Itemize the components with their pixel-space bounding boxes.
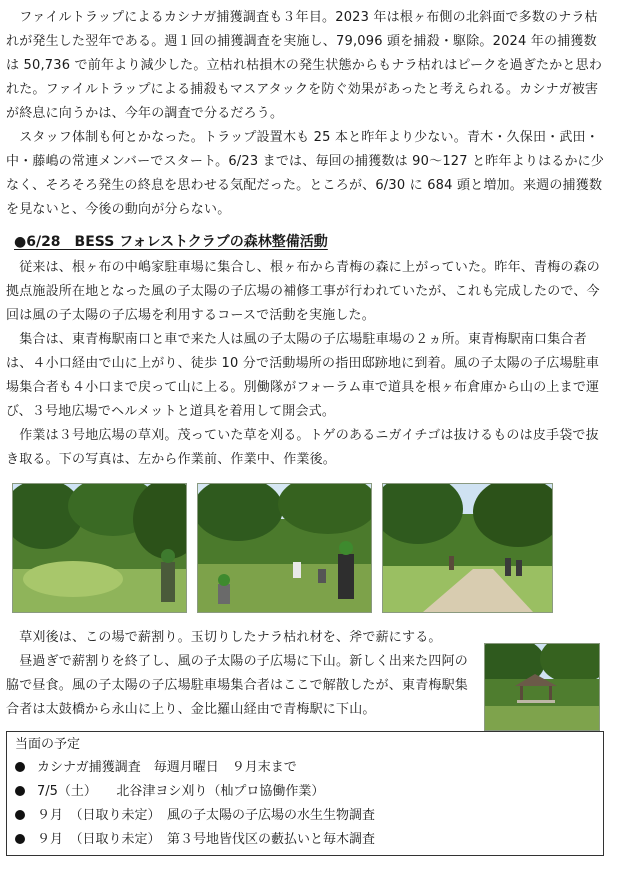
paragraph-staff: スタッフ体制も何とかなった。トラップ設置木も 25 本と昨年より少ない。青木・久保田・武田・中・藤嶋の常連メンバーでスタート。6/23 までは、毎回の捕獲数は 90〜127 と昨年よりはるかに少なく、そろそろ発生の終息を思わせる気配だった。ところが、6/30 に 684 頭と増加。来週の捕獲数を見ないと、今後の動向が分らない。 <box>6 130 605 217</box>
paragraph-route: 従来は、根ヶ布の中嶋家駐車場に集合し、根ヶ布から青梅の森に上がっていた。昨年、青梅の森の拠点施設所在地となった風の子太陽の子広場の補修工事が行われていたが、これも完成したので、今回は風の子太陽の子広場を利用するコースで活動を実施した。 <box>6 260 601 323</box>
photo-before-work <box>12 483 187 613</box>
paragraph-trap-survey: ファイルトラップによるカシナガ捕獲調査も３年目。2023 年は根ヶ布側の北斜面で多数のナラ枯れが発生した翌年である。週１回の捕獲調査を実施し、79,096 頭を捕殺・駆除。2024 年の捕獲数は 50,736 で前年より減少した。立枯れ枯損木の発生状態からもナラ枯れはピークを過ぎたかと思われた。ファイルトラップによる捕殺もマスアタックを防ぐ効果があったと考えられる。カシナガ被害が終息に向うかは、今年の調査で分るだろう。 <box>6 10 603 121</box>
photo-after-work <box>382 483 553 613</box>
schedule-box <box>6 731 604 856</box>
bullet-icon <box>15 786 25 796</box>
schedule-item: 7/5（土） 北谷津ヨシ刈り（杣プロ協働作業） <box>15 782 324 802</box>
schedule-title: 当面の予定 <box>15 737 81 752</box>
paragraph-lunch: 昼過ぎで薪割りを終了し、風の子太陽の子広場に下山。新しく出来た四阿の脇で昼食。風の子太陽の子広場駐車場集合者はここで解散したが、東青梅駅集合者は太鼓橋から永山に上り、金比羅山経由で青梅駅に下山。 <box>6 654 469 717</box>
photo-during-work <box>197 483 372 613</box>
bullet-icon <box>15 810 25 820</box>
schedule-item: ９月 （日取り未定） 第３号地皆伐区の藪払いと毎木調査 <box>15 830 375 850</box>
paragraph-assembly: 集合は、東青梅駅南口と車で来た人は風の子太陽の子広場駐車場の２ヵ所。東青梅駅南口集合者は、４小口経由で山に上がり、徒歩 10 分で活動場所の指田邸跡地に到着。風の子太陽の子広場駐車場集合者も４小口まで戻って山に上る。別働隊がフォーラム車で道具を根ヶ布倉庫から山の上まで運び、３号地広場でヘルメットと道具を着用して開会式。 <box>6 332 600 419</box>
paragraph-mowing: 作業は３号地広場の草刈。茂っていた草を刈る。トゲのあるニガイチゴは抜けるものは皮手袋で抜き取る。下の写真は、左から作業前、作業中、作業後。 <box>6 428 599 467</box>
section-heading: ●6/28 BESS フォレストクラブの森林整備活動 <box>14 234 328 250</box>
paragraph-wood-splitting: 草刈後は、この場で薪割り。玉切りしたナラ枯れ材を、斧で薪にする。 <box>6 630 442 645</box>
bullet-icon <box>15 834 25 844</box>
schedule-item: ９月 （日取り未定） 風の子太陽の子広場の水生生物調査 <box>15 806 375 826</box>
photo-pavilion <box>484 643 600 731</box>
schedule-item: カシナガ捕獲調査 毎週月曜日 ９月末まで <box>15 758 297 778</box>
bullet-icon <box>15 762 25 772</box>
